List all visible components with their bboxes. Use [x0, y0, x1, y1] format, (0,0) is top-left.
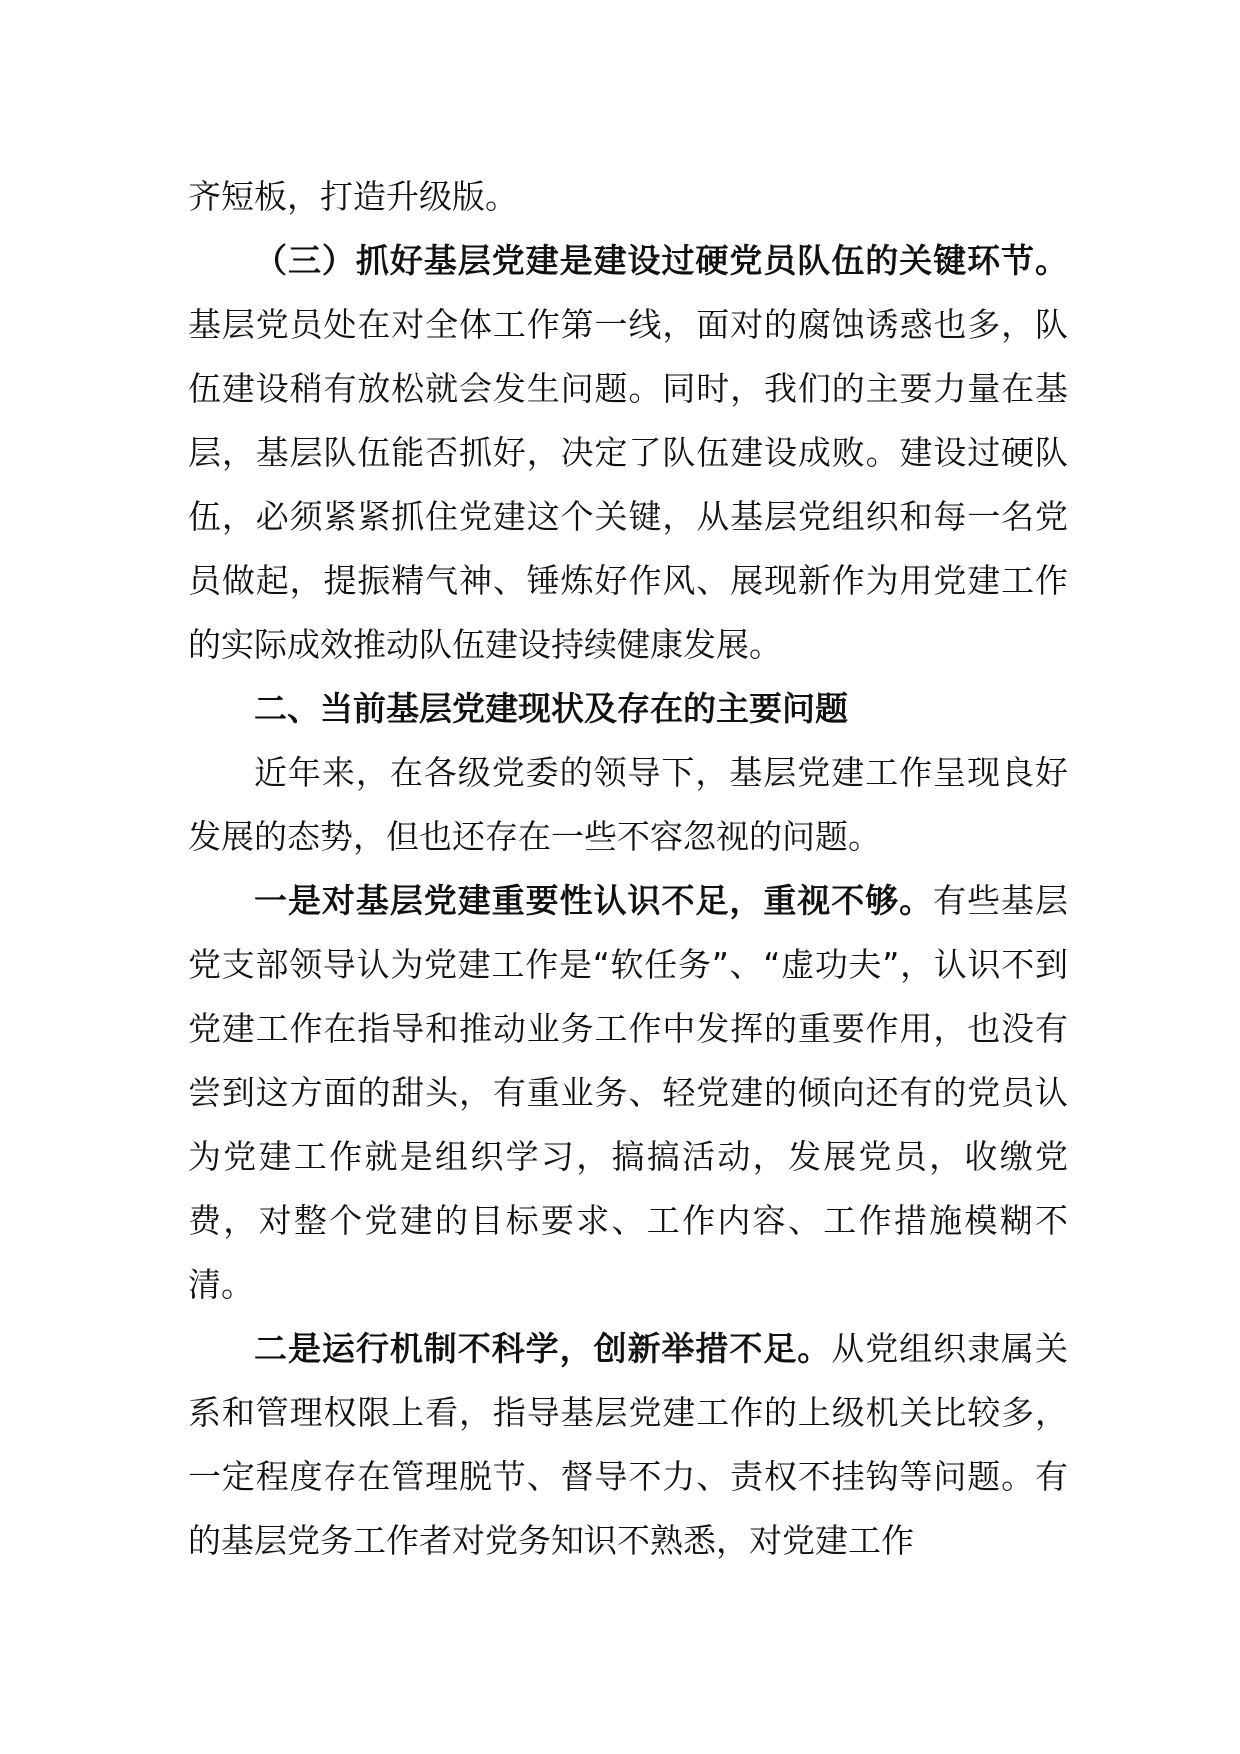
- paragraph-text: 从党组织隶属关系和管理权限上看，指导基层党建工作的上级机关比较多，一定程度存在管理脱节、督导不力、责权不挂钩等问题。有的基层党务工作者对党务知识不熟悉，对党建工作: [188, 1329, 1069, 1560]
- subsection-heading: （三）抓好基层党建是建设过硬党员队伍的关键环节。: [254, 241, 1068, 280]
- issue-paragraph-1: [188, 869, 1068, 1317]
- paragraph-text: 基层党员处在对全体工作第一线，面对的腐蚀诱惑也多，队伍建设稍有放松就会发生问题。同时，我们的主要力量在基层，基层队伍能否抓好，决定了队伍建设成败。建设过硬队伍，必须紧紧抓住党建这个关键，从基层党组织和每一名党员做起，提振精气神、锤炼好作风、展现新作为用党建工作的实际成效推动队伍建设持续健康发展。: [188, 305, 1068, 664]
- issue-lead: 一是对基层党建重要性认识不足，重视不够。: [254, 881, 934, 920]
- paragraph-text: 齐短板，打造升级版。: [188, 177, 518, 216]
- paragraph-continuation: [188, 165, 1068, 229]
- document-body: [188, 165, 1068, 1573]
- section-heading-text: 二、当前基层党建现状及存在的主要问题: [254, 689, 848, 728]
- issue-lead: 二是运行机制不科学，创新举措不足。: [254, 1329, 832, 1368]
- paragraph-text: 有些基层党支部领导认为党建工作是“软任务”、“虚功夫”，认识不到党建工作在指导和推动业务工作中发挥的重要作用，也没有尝到这方面的甜头，有重业务、轻党建的倾向还有的党员认为党建工作就是组织学习，搞搞活动，发展党员，收缴党费，对整个党建的目标要求、工作内容、工作措施模糊不清。: [188, 881, 1069, 1304]
- subsection-paragraph: [188, 229, 1068, 677]
- paragraph-text: 近年来，在各级党委的领导下，基层党建工作呈现良好发展的态势，但也还存在一些不容忽视的问题。: [188, 753, 1068, 856]
- section-heading: [188, 677, 1068, 741]
- issue-paragraph-2: [188, 1317, 1068, 1573]
- intro-paragraph: [188, 741, 1068, 869]
